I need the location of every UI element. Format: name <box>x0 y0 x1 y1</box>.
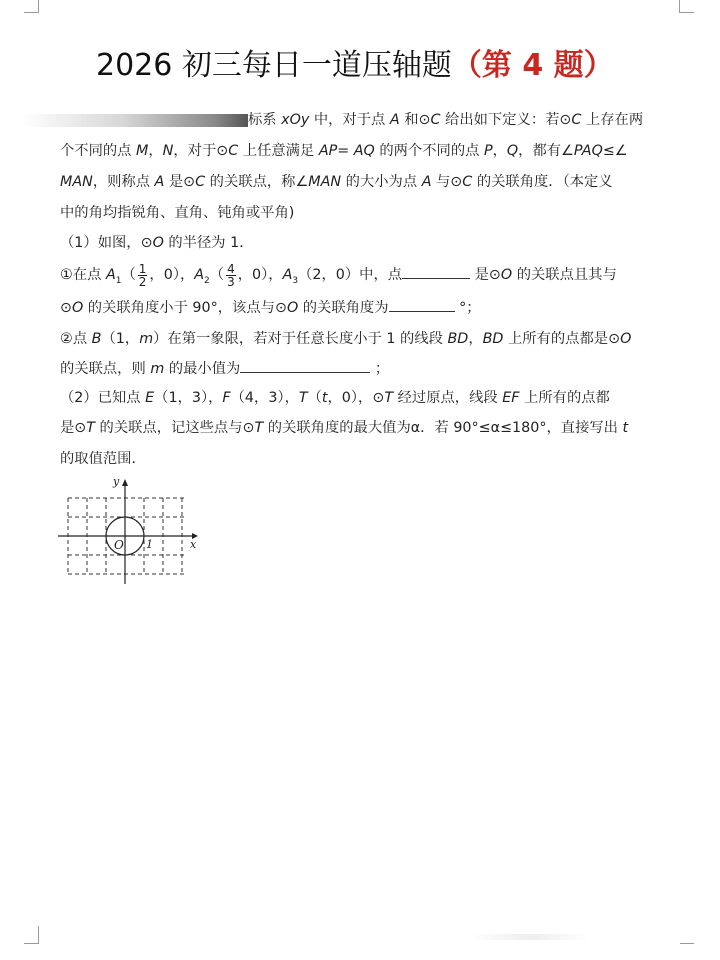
part1-question2-line1: ②点 B（1，m）在第一象限，若对于任意长度小于 1 的线段 BD，BD 上所有的点都是⊙O <box>60 331 632 347</box>
part2-line-2: 是⊙T 的关联点，记这些点与⊙T 的关联角度的最大值为α．若 90°≤α≤180°，直接写出 t <box>60 420 629 436</box>
fraction-four-thirds: $\frac{4}{3}$ <box>227 261 235 289</box>
answer-blank-point[interactable] <box>402 264 470 279</box>
part1-intro: （1）如图，⊙O 的半径为 1． <box>60 235 254 251</box>
definition-line-1: 标系 xOy 中，对于点 A 和⊙C 给出如下定义：若⊙C 上存在两 <box>248 112 644 128</box>
fraction-one-half: $\frac{1}{2}$ <box>138 261 147 289</box>
x-axis-label: x <box>190 538 197 551</box>
definition-line-4: 中的角均指锐角、直角、钝角或平角) <box>60 205 295 221</box>
coordinate-figure <box>56 474 206 586</box>
part2-line-3: 的取值范围． <box>60 451 146 467</box>
part2-line-1: （2）已知点 E（1，3），F（4，3），T（t，0），⊙T 经过原点，线段 EF 上所有的点都 <box>60 390 610 406</box>
answer-blank-min-m[interactable] <box>240 358 370 373</box>
definition-line-3: MAN，则称点 A 是⊙C 的关联点，称∠MAN 的大小为点 A 与⊙C 的关联角度．（本定义 <box>60 174 613 190</box>
definition-line-2: 个不同的点 M，N，对于⊙C 上任意满足 AP= AQ 的两个不同的点 P，Q，都有∠PAQ≤∠ <box>60 143 628 159</box>
crop-mark-bottom-left-vertical <box>38 926 39 944</box>
y-axis-label: y <box>113 475 120 488</box>
title-problem-number: （第 4 题） <box>451 48 614 83</box>
y-axis-arrow-icon <box>122 479 128 486</box>
part1-question1-line2: ⊙O 的关联角度小于 90°，该点与⊙O 的关联角度为 °； <box>60 293 665 324</box>
crop-mark-bottom-right <box>680 943 694 944</box>
crop-mark-bottom-left <box>24 943 38 944</box>
title-main: 2026 初三每日一道压轴题 <box>96 48 452 83</box>
part1-question2-line2: 的关联点，则 m 的最小值为 ； <box>60 354 665 385</box>
page-title <box>96 46 614 86</box>
crop-mark-top-right <box>679 0 694 13</box>
scan-smudge <box>470 934 590 940</box>
answer-blank-angle[interactable] <box>389 297 455 312</box>
origin-label: O <box>114 538 124 552</box>
scan-shadow <box>22 114 248 127</box>
crop-mark-top-left <box>24 0 39 13</box>
unit-one-label: 1 <box>146 538 153 551</box>
part1-question1-line1: ①在点 $A_1$（ $\frac{1}{2}$ ，0），$A_2$（ $\frac{4}{3}$ ，0），$A_3(2$，0）中，点 是⊙O 的关联点且其与 <box>60 261 617 289</box>
